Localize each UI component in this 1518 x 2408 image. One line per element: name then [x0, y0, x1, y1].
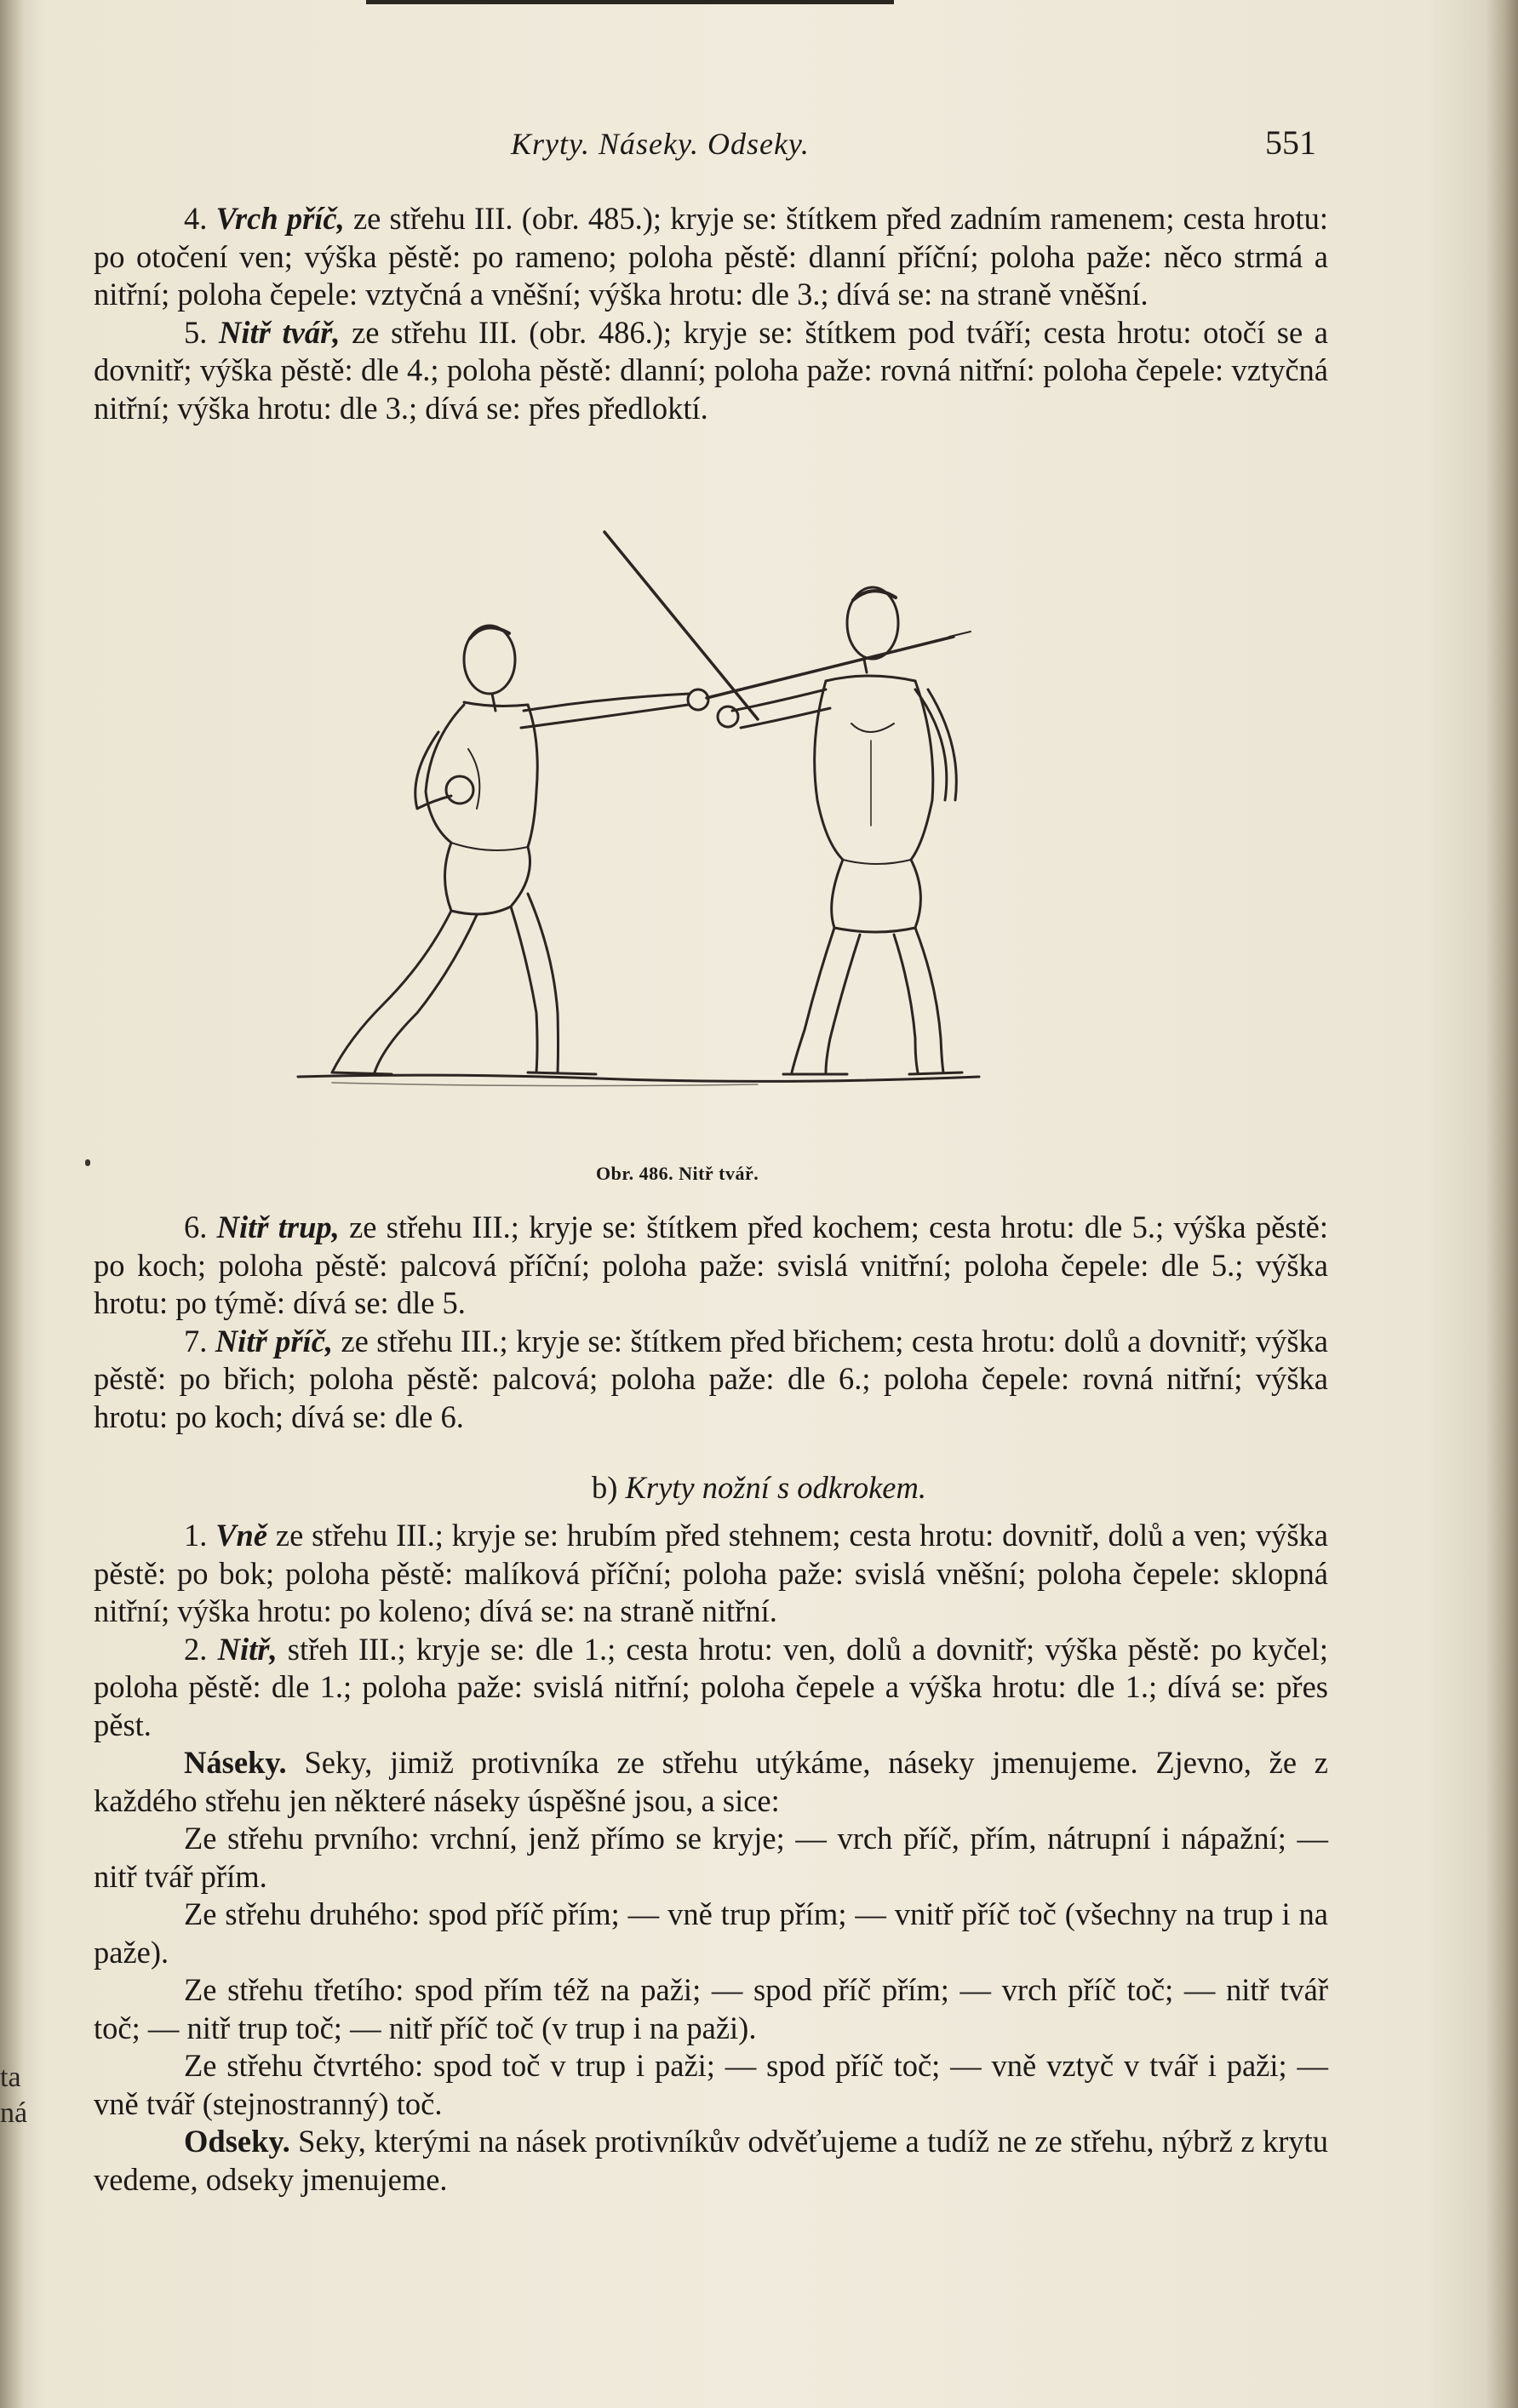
section-title: Kryty nožní s odkrokem. [625, 1470, 926, 1505]
item-number: 7. [184, 1323, 208, 1358]
page-number: 551 [1265, 123, 1316, 162]
ink-dot [85, 1159, 90, 1166]
naseky-item: Ze střehu čtvrtého: spod toč v trup i paži; — spod příč toč; — vně vztyč v tvář i paži; — vně tvář (stejnostranný) toč. [94, 2048, 1328, 2121]
item-term: Nitř, [217, 1631, 278, 1667]
page-binding-edge [1487, 0, 1518, 2408]
naseky-item: Ze střehu třetího: spod přím též na paži; — spod příč přím; — vrch příč toč; — nitř tvář toč; — nitř trup toč; — nitř příč toč (v trup i na paži). [94, 1972, 1328, 2045]
paragraph-nitr-tvar [94, 314, 1328, 428]
item-text: ze střehu III.; kryje se: štítkem před břichem; cesta hrotu: dolů a dovnitř; výška pěstě: po břich; poloha pěstě: palcová; poloha paže: dle 6.; poloha čepele: rovná nitřní; výška hrotu: po koch; dívá se: dle 6. [94, 1323, 1328, 1434]
paragraph-vne [94, 1517, 1328, 1631]
paragraph-vrch-pric [94, 200, 1328, 314]
top-rule [366, 0, 894, 4]
fencers-engraving [281, 519, 1132, 1149]
term-odseky: Odseky. [184, 2124, 290, 2159]
naseky-item: Ze střehu druhého: spod příč přím; — vně trup přím; — vnitř příč toč (všechny na trup i na paže). [94, 1896, 1328, 1970]
text-block-top [94, 200, 1328, 427]
text-block-middle [94, 1209, 1328, 1436]
item-text: střeh III.; kryje se: dle 1.; cesta hrotu: ven, dolů a dovnitř; výška pěstě: po kyčel; poloha pěstě: dle 1.; poloha paže: svislá nitřní; poloha čepele a výška hrotu: dle 1.; dívá se: přes pěst. [94, 1631, 1328, 1742]
figure-caption: Obr. 486. Nitř tvář. [596, 1163, 759, 1184]
item-term: Vně [215, 1518, 268, 1553]
odseky-text: Seky, kterými na násek protivníkův odvěťujeme a tudíž ne ze střehu, nýbrž z krytu vedeme, odseky jmenujeme. [94, 2124, 1328, 2197]
item-text: ze střehu III.; kryje se: štítkem před kochem; cesta hrotu: dle 5.; výška pěstě: po koch; poloha pěstě: palcová příční; poloha paže: svislá vnitřní; poloha čepele: dle 5.; výška hrotu: po týmě: dívá se: dle 5. [94, 1210, 1328, 1320]
fencing-illustration [281, 519, 1132, 1149]
naseky-text: Seky, jimiž protivníka ze střehu utýkáme, náseky jmenujeme. Zjevno, že z každého střehu jen některé náseky úspěšné jsou, a sice: [94, 1745, 1328, 1818]
paragraph-nitr [94, 1631, 1328, 1745]
paragraph-nitr-trup [94, 1209, 1328, 1323]
paragraph-odseky [94, 2123, 1328, 2199]
text-block-bottom [94, 1517, 1328, 2199]
item-term: Nitř příč, [215, 1323, 334, 1358]
item-term: Nitř trup, [216, 1210, 340, 1244]
item-term: Nitř tvář, [219, 314, 341, 350]
paragraph-naseky [94, 1744, 1328, 1820]
item-term: Vrch příč, [215, 201, 345, 236]
item-number: 4. [184, 201, 208, 236]
section-prefix: b) [592, 1470, 618, 1505]
item-number: 6. [184, 1210, 208, 1244]
naseky-item: Ze střehu prvního: vrchní, jenž přímo se kryje; — vrch příč, přím, nátrupní i nápažní; — nitř tvář přím. [94, 1821, 1328, 1894]
adjacent-page-edge [0, 0, 24, 2408]
running-head: Kryty. Náseky. Odseky. [511, 127, 810, 161]
fragment-line: ná [0, 2097, 28, 2129]
fragment-line: ta [0, 2062, 21, 2093]
item-number: 5. [184, 314, 208, 350]
paragraph-nitr-pric [94, 1323, 1328, 1437]
item-text: ze střehu III. (obr. 486.); kryje se: štítkem pod tváří; cesta hrotu: otočí se a dovnitř; výška pěstě: dle 4.; poloha pěstě: dlanní; poloha paže: rovná nitřní: poloha čepele: vztyčná nitřní; výška hrotu: dle 3.; dívá se: přes předloktí. [94, 314, 1328, 426]
item-number: 2. [184, 1631, 208, 1667]
term-naseky: Náseky. [184, 1745, 287, 1780]
adjacent-page-fragments [0, 2060, 27, 2131]
item-text: ze střehu III. (obr. 485.); kryje se: štítkem před zadním ramenem; cesta hrotu: po otočení ven; výška pěstě: po rameno; poloha pěstě: dlanní příční; poloha paže: něco strmá a nitřní; poloha čepele: vztyčná a vněšní; výška hrotu: dle 3.; dívá se: na straně vněšní. [94, 201, 1328, 312]
item-number: 1. [184, 1518, 208, 1553]
section-heading [0, 1469, 1518, 1506]
item-text: ze střehu III.; kryje se: hrubím před stehnem; cesta hrotu: dovnitř, dolů a ven; výška pěstě: po bok; poloha pěstě: malíková příční; poloha paže: svislá vněšní; poloha čepele: sklopná nitřní; výška hrotu: po koleno; dívá se: na straně nitřní. [94, 1518, 1329, 1628]
